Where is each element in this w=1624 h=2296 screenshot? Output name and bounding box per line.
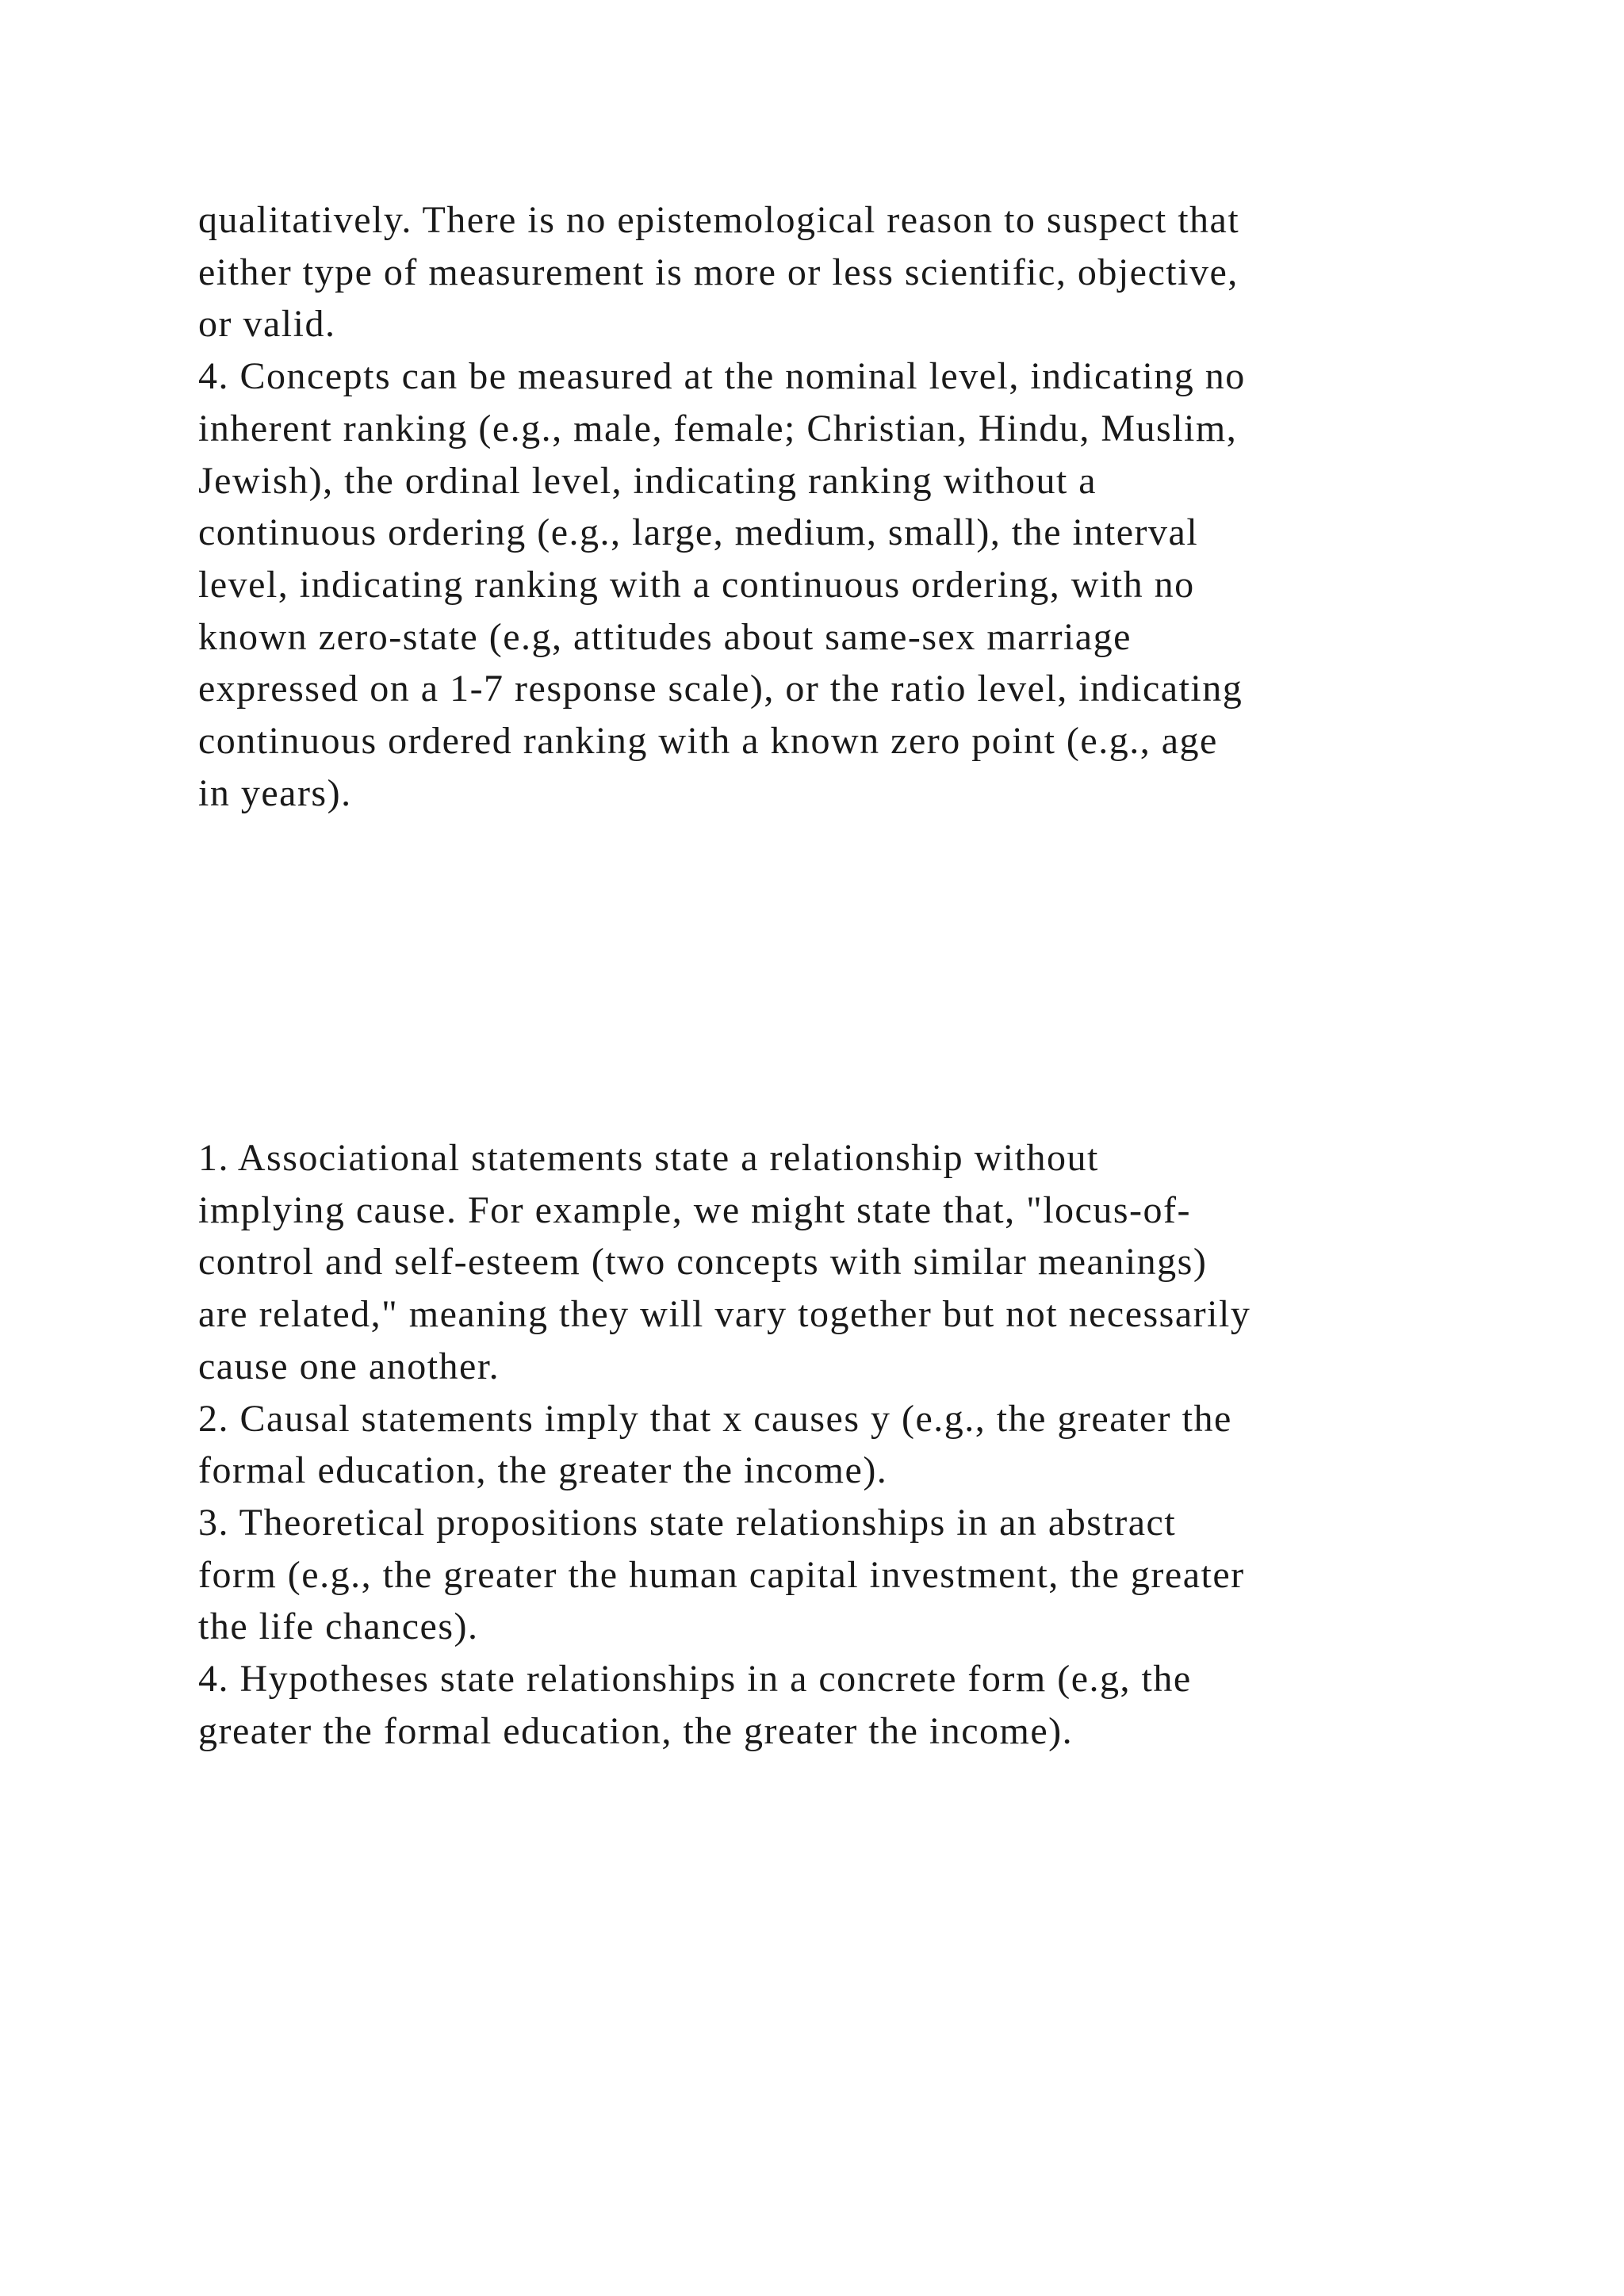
text-line: control and self-esteem (two concepts with similar meanings) — [198, 1241, 1208, 1284]
text-line: 4. Hypotheses state relationships in a concrete form (e.g, the — [198, 1658, 1192, 1701]
text-line: or valid. — [198, 303, 336, 346]
text-line: form (e.g., the greater the human capital investment, the greater — [198, 1553, 1245, 1596]
text-line: qualitatively. There is no epistemological reason to suspect that — [198, 199, 1240, 241]
text-line: cause one another. — [198, 1345, 500, 1387]
text-line: implying cause. For example, we might state that, "locus-of- — [198, 1188, 1191, 1231]
text-line: expressed on a 1-7 response scale), or the ratio level, indicating — [198, 668, 1243, 710]
text-line: inherent ranking (e.g., male, female; Christian, Hindu, Muslim, — [198, 407, 1238, 450]
text-line: in years). — [198, 771, 352, 814]
text-line: the life chances). — [198, 1605, 479, 1648]
text-line: formal education, the greater the income). — [198, 1449, 888, 1492]
text-line: 2. Causal statements imply that x causes y (e.g., the greater the — [198, 1397, 1232, 1440]
text-block-statements — [198, 1132, 1499, 1757]
text-line: continuous ordering (e.g., large, medium, small), the interval — [198, 511, 1199, 554]
text-block-measurement — [198, 194, 1499, 819]
text-line: 3. Theoretical propositions state relationships in an abstract — [198, 1501, 1177, 1544]
text-line: level, indicating ranking with a continuous ordering, with no — [198, 563, 1195, 606]
text-line: 1. Associational statements state a relationship without — [198, 1137, 1099, 1179]
text-line: continuous ordered ranking with a known zero point (e.g., age — [198, 720, 1218, 763]
text-line: greater the formal education, the greater the income). — [198, 1709, 1074, 1752]
text-line: Jewish), the ordinal level, indicating ranking without a — [198, 459, 1097, 502]
text-line: either type of measurement is more or less scientific, objective, — [198, 251, 1239, 293]
text-line: are related," meaning they will vary together but not necessarily — [198, 1293, 1251, 1336]
text-line: 4. Concepts can be measured at the nominal level, indicating no — [198, 355, 1246, 398]
text-line: known zero-state (e.g, attitudes about same-sex marriage — [198, 615, 1132, 658]
